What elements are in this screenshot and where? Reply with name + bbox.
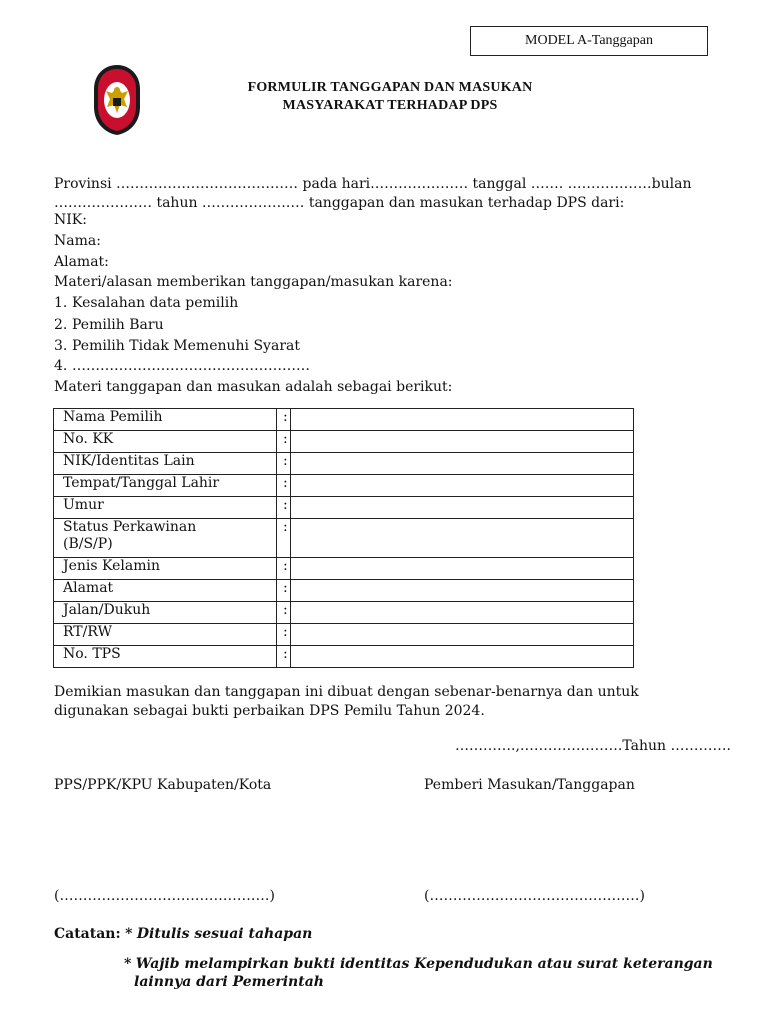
left-signature-blank: (………………………………………) xyxy=(54,888,275,904)
right-signatory-title: Pemberi Masukan/Tanggapan xyxy=(424,777,635,793)
row-colon: : xyxy=(277,646,291,668)
list-number: 1. xyxy=(54,295,68,311)
table-row xyxy=(54,497,634,519)
closing-line1: Demikian masukan dan tanggapan ini dibuat dengan sebenar-benarnya dan untuk xyxy=(54,684,639,700)
list-number: 4. xyxy=(54,358,68,374)
row-colon: : xyxy=(277,453,291,475)
list-text: Pemilih Tidak Memenuhi Syarat xyxy=(72,338,300,354)
table-row xyxy=(54,580,634,602)
row-value-cell[interactable] xyxy=(291,558,634,580)
closing-line2: digunakan sebagai bukti perbaikan DPS Pemilu Tahun 2024. xyxy=(54,703,485,719)
date-line: ………….,………………….Tahun …………. xyxy=(455,738,731,754)
row-colon: : xyxy=(277,624,291,646)
list-item xyxy=(54,358,310,374)
row-value-cell[interactable] xyxy=(291,580,634,602)
table-row xyxy=(54,519,634,558)
row-value-cell[interactable] xyxy=(291,453,634,475)
row-colon: : xyxy=(277,409,291,431)
note2 xyxy=(124,956,713,972)
row-label: Jalan/Dukuh xyxy=(54,602,277,624)
row-label: No. TPS xyxy=(54,646,277,668)
model-label: MODEL A-Tanggapan xyxy=(525,33,653,48)
form-title-line2: MASYARAKAT TERHADAP DPS xyxy=(282,98,498,113)
reason-heading: Materi/alasan memberikan tanggapan/masukan karena: xyxy=(54,274,453,290)
nik-field: NIK: xyxy=(54,212,87,228)
left-signatory-title: PPS/PPK/KPU Kabupaten/Kota xyxy=(54,777,272,793)
note-star: * xyxy=(125,926,133,942)
nama-field: Nama: xyxy=(54,233,101,249)
row-colon: : xyxy=(277,519,291,558)
list-item xyxy=(54,338,300,354)
notes-label: Catatan: xyxy=(54,926,121,942)
note-star: * xyxy=(124,956,132,972)
row-label: Tempat/Tanggal Lahir xyxy=(54,475,277,497)
model-label-box xyxy=(470,26,708,56)
row-colon: : xyxy=(277,558,291,580)
row-value-cell[interactable] xyxy=(291,409,634,431)
note1 xyxy=(54,926,312,942)
row-label: Jenis Kelamin xyxy=(54,558,277,580)
note2-continued xyxy=(134,974,324,990)
row-colon: : xyxy=(277,602,291,624)
table-row xyxy=(54,624,634,646)
row-value-cell[interactable] xyxy=(291,602,634,624)
row-colon: : xyxy=(277,431,291,453)
row-value-cell[interactable] xyxy=(291,624,634,646)
intro-line1: Provinsi ………………………………… pada hari………………… tanggal ……. ………………bulan xyxy=(54,176,692,192)
table-row xyxy=(54,453,634,475)
alamat-field: Alamat: xyxy=(54,254,109,270)
row-value-cell[interactable] xyxy=(291,519,634,558)
row-value-cell[interactable] xyxy=(291,431,634,453)
list-text: …………………………………………… xyxy=(72,358,310,374)
row-colon: : xyxy=(277,497,291,519)
list-item xyxy=(54,295,238,311)
row-label-line1: Status Perkawinan xyxy=(63,519,197,535)
list-number: 2. xyxy=(54,317,68,333)
row-label: Alamat xyxy=(54,580,277,602)
note2-text-line2: lainnya dari Pemerintah xyxy=(134,974,324,990)
row-label: Umur xyxy=(54,497,277,519)
right-signature-blank: (………………………………………) xyxy=(424,888,645,904)
table-row xyxy=(54,646,634,668)
row-label: RT/RW xyxy=(54,624,277,646)
table-row xyxy=(54,602,634,624)
row-value-cell[interactable] xyxy=(291,475,634,497)
row-label xyxy=(54,519,277,558)
table-row xyxy=(54,558,634,580)
list-item xyxy=(54,317,164,333)
intro-line2: ………………… tahun ……………….… tanggapan dan masukan terhadap DPS dari: xyxy=(54,195,625,211)
row-value-cell[interactable] xyxy=(291,646,634,668)
list-text: Pemilih Baru xyxy=(72,317,164,333)
form-title-line1: FORMULIR TANGGAPAN DAN MASUKAN xyxy=(247,80,533,95)
row-label: No. KK xyxy=(54,431,277,453)
row-colon: : xyxy=(277,580,291,602)
list-text: Kesalahan data pemilih xyxy=(72,295,239,311)
closing-paragraph xyxy=(54,683,734,721)
voter-data-table xyxy=(53,408,634,668)
table-row xyxy=(54,475,634,497)
list-number: 3. xyxy=(54,338,68,354)
row-colon: : xyxy=(277,475,291,497)
table-heading: Materi tanggapan dan masukan adalah sebagai berikut: xyxy=(54,379,453,395)
note1-text: Ditulis sesuai tahapan xyxy=(136,926,313,942)
row-label: Nama Pemilih xyxy=(54,409,277,431)
table-row xyxy=(54,409,634,431)
row-label-line2: (B/S/P) xyxy=(63,536,113,552)
note2-text-line1: Wajib melampirkan bukti identitas Kependudukan atau surat keterangan xyxy=(135,956,713,972)
table-row xyxy=(54,431,634,453)
row-label: NIK/Identitas Lain xyxy=(54,453,277,475)
row-value-cell[interactable] xyxy=(291,497,634,519)
kpu-emblem-icon xyxy=(90,63,144,137)
